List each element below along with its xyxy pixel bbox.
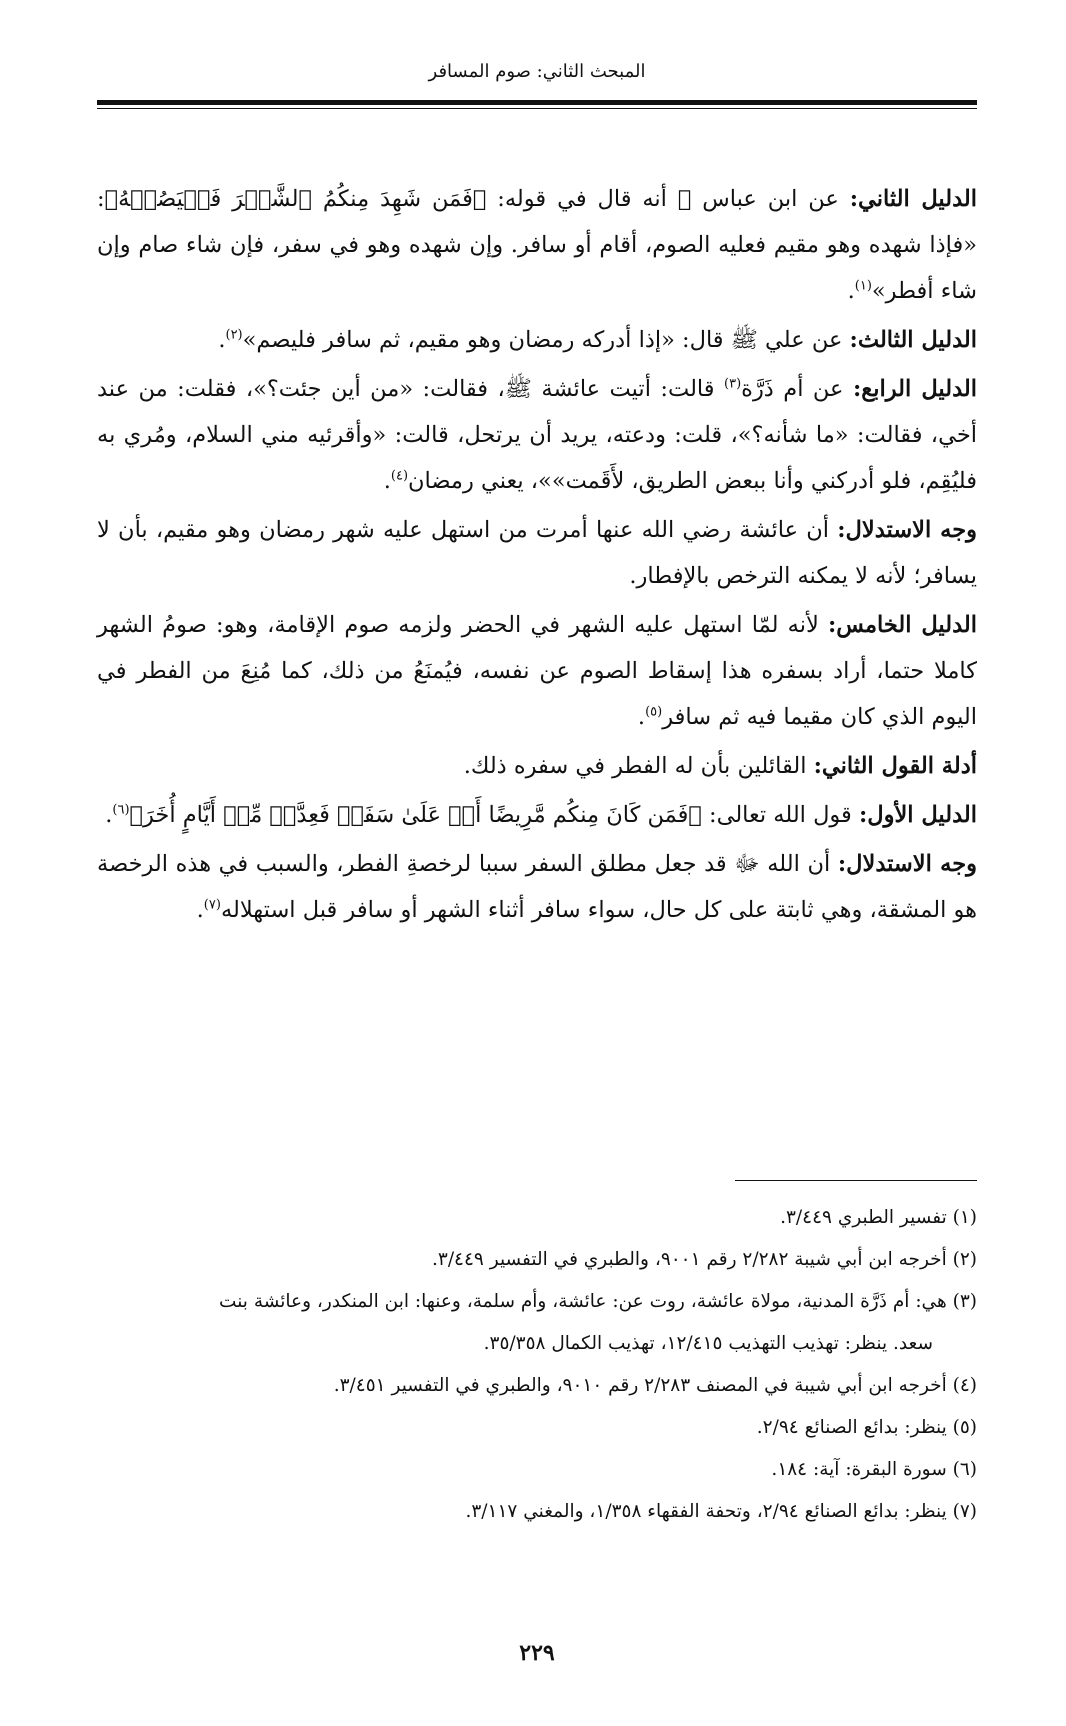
footnote-separator bbox=[735, 1180, 977, 1181]
page-number: ٢٢٩ bbox=[519, 1640, 555, 1666]
paragraph-evidence-1: الدليل الأول: قول الله تعالى: ﴿فَمَن كَانَ مِنكُم مَّرِيضًا أَوۡ عَلَىٰ سَفَرٖ فَعِدَّةٞ مِّنۡ أَيَّامٍ أُخَرَ﴾$^{(٦)}$. bbox=[105, 802, 977, 828]
paragraph-label: وجه الاستدلال: bbox=[837, 517, 977, 543]
footnote-item: (٤) أخرجه ابن أبي شيبة في المصنف ٢/٢٨٣ رقم ٩٠١٠، والطبري في التفسير ٣/٤٥١. bbox=[333, 1375, 977, 1396]
footnote-item: (٧) ينظر: بدائع الصنائع ٢/٩٤، وتحفة الفقهاء ١/٣٥٨، والمغني ٣/١١٧. bbox=[465, 1501, 977, 1522]
paragraph-label: الدليل الخامس: bbox=[827, 612, 977, 638]
paragraph-text: لأنه لمّا استهل عليه الشهر في الحضر ولزمه صوم الإقامة، وهو: صومُ الشهر كاملا حتما، أراد بسفره هذا إسقاط الصوم عن نفسه، فيُمنَعُ من ذلك، كما مُنِعَ من الفطر في اليوم الذي كان مقيما فيه ثم سافر bbox=[97, 612, 977, 730]
paragraph-text: عن أم ذَرَّة bbox=[741, 376, 853, 402]
footnote-item: (٦) سورة البقرة: آية: ١٨٤. bbox=[771, 1459, 977, 1480]
footnote-item: (١) تفسير الطبري ٣/٤٤٩. bbox=[780, 1207, 977, 1228]
paragraph-text: أن الله ﷻ قد جعل مطلق السفر سببا لرخصةِ الفطر، والسبب في هذه الرخصة هو المشقة، وهي ثابتة على كل حال، سواء سافر أثناء الشهر أو سافر قبل استهلاله bbox=[97, 851, 977, 923]
footnote-ref[interactable]: (٤) bbox=[390, 468, 409, 484]
footnote-continuation: سعد. ينظر: تهذيب التهذيب ١٢/٤١٥، تهذيب الكمال ٣٥/٣٥٨. bbox=[483, 1333, 933, 1354]
footnote-ref[interactable]: (٢) bbox=[225, 327, 243, 343]
footnote-item: (٣) هي: أم ذَرَّة المدنية، مولاة عائشة، روت عن: عائشة، وأم سلمة، وعنها: ابن المنكدر، وعائشة بنت bbox=[219, 1291, 977, 1312]
paragraph-evidence-3: الدليل الثالث: عن علي ﷺ قال: «إذا أدركه رمضان وهو مقيم، ثم سافر فليصم»$^{(٢)}$. bbox=[218, 327, 977, 353]
paragraph-label: الدليل الأول: bbox=[858, 802, 977, 828]
paragraph-text: قول الله تعالى: ﴿فَمَن كَانَ مِنكُم مَّرِيضًا أَوۡ عَلَىٰ سَفَرٖ فَعِدَّةٞ مِّنۡ أَيَّامٍ أُخَرَ﴾ bbox=[129, 802, 859, 828]
paragraph-evidence-5: الدليل الخامس: لأنه لمّا استهل عليه الشهر في الحضر ولزمه صوم الإقامة، وهو: صومُ الشهر كاملا حتما، أراد بسفره هذا إسقاط الصوم عن نفسه، فيُمنَعُ من ذلك، كما مُنِعَ من الفطر في اليوم الذي كان مقيما فيه ثم سافر$^{(٥)}$. bbox=[97, 612, 977, 730]
paragraph-evidence-2: الدليل الثاني: عن ابن عباس ﷺ أنه قال في قوله: ﴿فَمَن شَهِدَ مِنكُمُ ٱلشَّهۡرَ فَلۡيَصُمۡهُ﴾: «فإذا شهده وهو مقيم فعليه الصوم، أقام أو سافر. وإن شهده وهو في سفر، فإن شاء صام وإن شاء أفطر»$^{(١)}$. bbox=[97, 186, 977, 304]
footnote-ref[interactable]: (١) bbox=[854, 278, 872, 294]
footnote-item: (٢) أخرجه ابن أبي شيبة ٢/٢٨٢ رقم ٩٠٠١، والطبري في التفسير ٣/٤٤٩. bbox=[432, 1249, 977, 1270]
footnote-ref[interactable]: (٥) bbox=[645, 704, 663, 720]
running-header: المبحث الثاني: صوم المسافر bbox=[428, 61, 646, 82]
paragraph-second-opinion bbox=[97, 743, 977, 789]
paragraph-text: عن ابن عباس ﷺ أنه قال في قوله: ﴿فَمَن شَهِدَ مِنكُمُ ٱلشَّهۡرَ فَلۡيَصُمۡهُ﴾: «فإذا شهده وهو مقيم فعليه الصوم، أقام أو سافر. وإن شهده وهو في سفر، فإن شاء صام وإن شاء أفطر» bbox=[97, 186, 977, 304]
footnote-ref[interactable]: (٧) bbox=[203, 897, 221, 913]
header-rule-thick bbox=[97, 100, 977, 105]
paragraph-label: الدليل الثاني: bbox=[849, 186, 977, 212]
footnotes bbox=[97, 1198, 977, 1534]
footnote-item: (٥) ينظر: بدائع الصنائع ٢/٩٤. bbox=[756, 1417, 977, 1438]
paragraph-label: الدليل الثالث: bbox=[849, 327, 977, 353]
paragraph-text: عن علي ﷺ قال: «إذا أدركه رمضان وهو مقيم، ثم سافر فليصم» bbox=[242, 327, 850, 353]
header-rule-thin bbox=[97, 108, 977, 109]
footnote-ref[interactable]: (٣) bbox=[724, 376, 742, 392]
paragraph-inference-1 bbox=[97, 507, 977, 599]
paragraph-text: أن عائشة رضي الله عنها أمرت من استهل عليه شهر رمضان وهو مقيم، بأن لا يسافر؛ لأنه لا يمكنه الترخص بالإفطار. bbox=[97, 517, 977, 589]
main-text bbox=[97, 176, 977, 936]
paragraph-label: الدليل الرابع: bbox=[852, 376, 977, 402]
paragraph-text: قالت: أتيت عائشة ﷺ، فقالت: «من أين جئت؟»، فقلت: من عند أخي، فقالت: «ما شأنه؟»، قلت: ودعته، يريد أن يرتحل، قالت: «وأقرئيه مني السلام، ومُري به فليُقِم، فلو أدركني وأنا ببعض الطريق، لأَقَمت»»، يعني رمضان bbox=[97, 376, 977, 494]
paragraph-text: القائلين بأن له الفطر في سفره ذلك. bbox=[463, 753, 814, 779]
footnote-ref[interactable]: (٦) bbox=[112, 802, 130, 818]
paragraph-evidence-4: الدليل الرابع: عن أم ذَرَّة$^{(٣)}$ قالت: أتيت عائشة ﷺ، فقالت: «من أين جئت؟»، فقلت: من عند أخي، فقالت: «ما شأنه؟»، قلت: ودعته، يريد أن يرتحل، قالت: «وأقرئيه مني السلام، ومُري به فليُقِم، فلو أدركني وأنا ببعض الطريق، لأَقَمت»»، يعني رمضان$^{(٤)}$. bbox=[97, 376, 977, 494]
paragraph-label: أدلة القول الثاني: bbox=[813, 753, 977, 779]
paragraph-inference-2: وجه الاستدلال: أن الله ﷻ قد جعل مطلق السفر سببا لرخصةِ الفطر، والسبب في هذه الرخصة هو المشقة، وهي ثابتة على كل حال، سواء سافر أثناء الشهر أو سافر قبل استهلاله$^{(٧)}$. bbox=[97, 851, 977, 923]
paragraph-label: وجه الاستدلال: bbox=[837, 851, 977, 877]
